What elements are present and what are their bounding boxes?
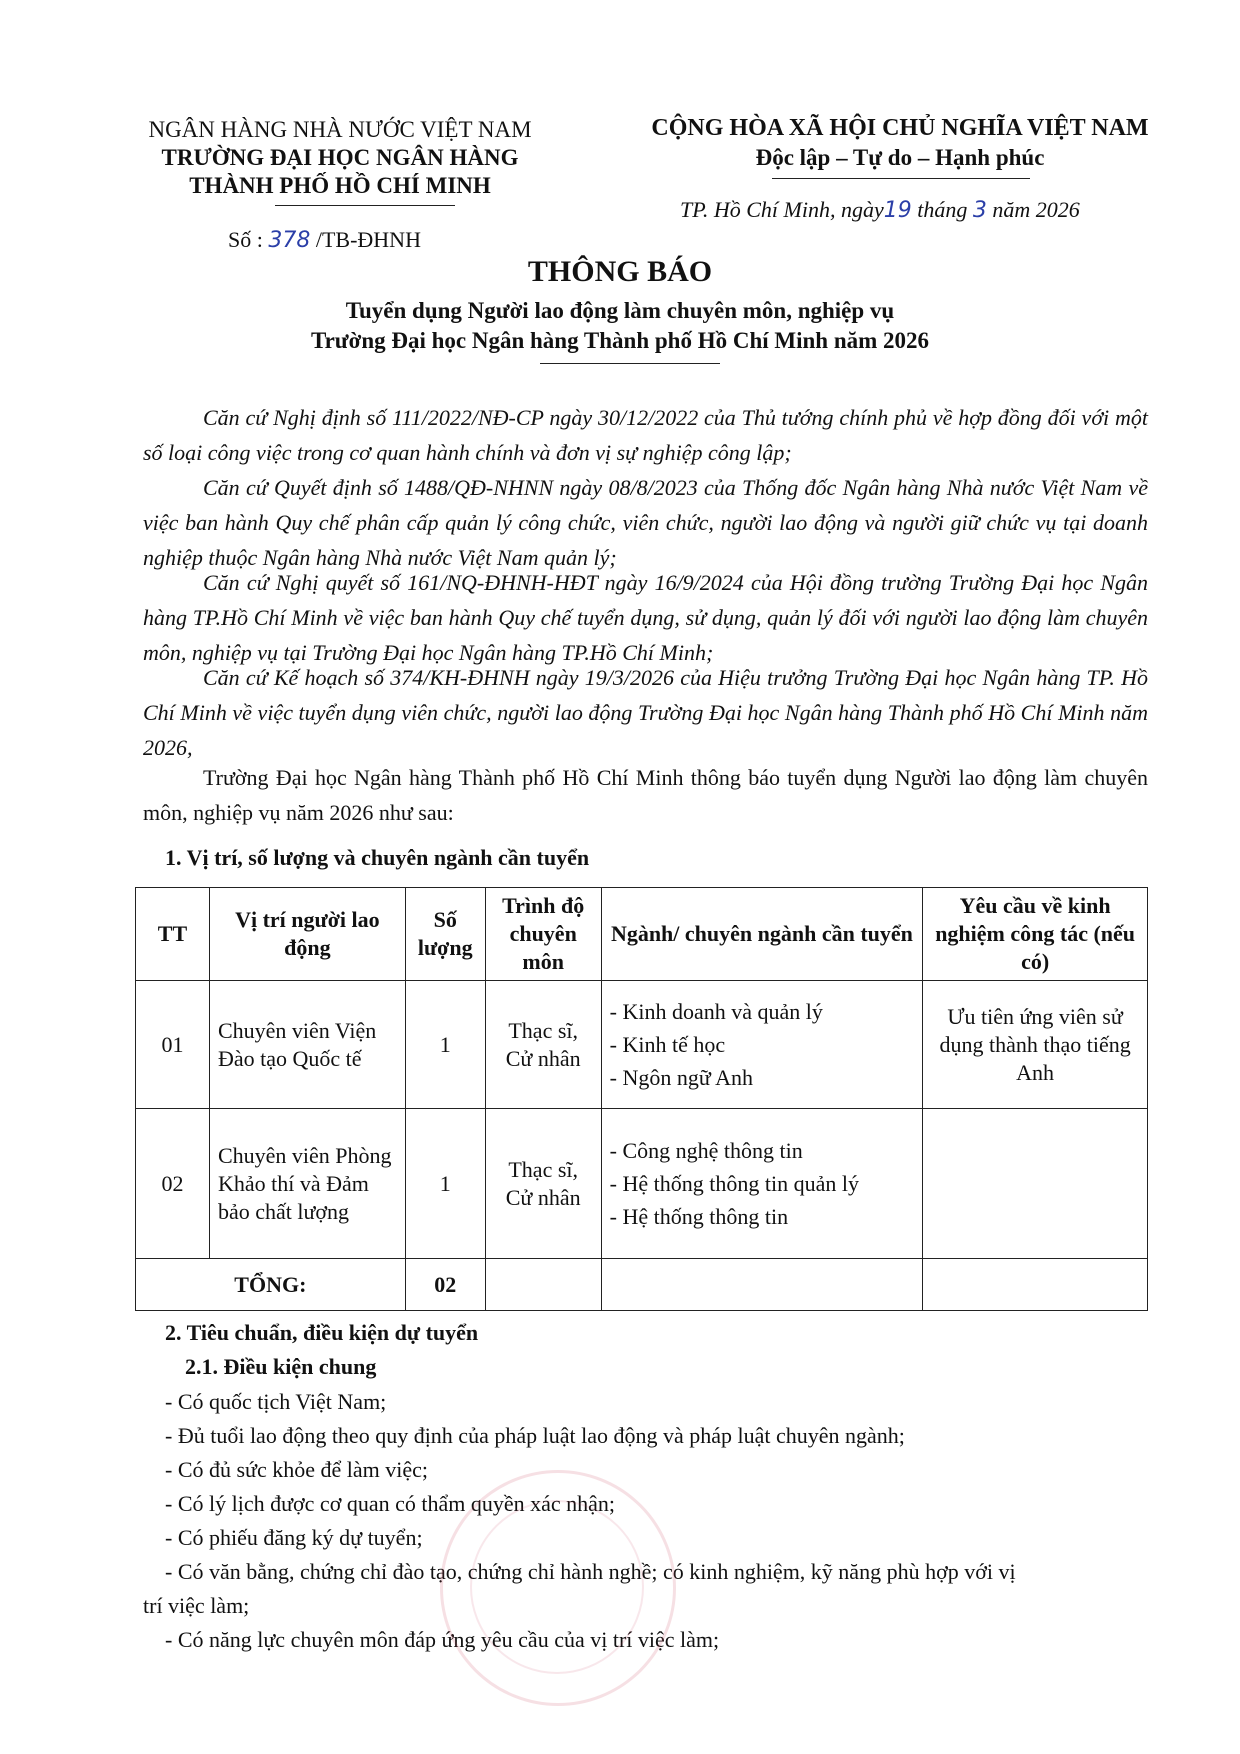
document-subtitle-1: Tuyển dụng Người lao động làm chuyên môn, nghiệp vụ <box>345 298 895 323</box>
col-header-position: Vị trí người lao động <box>209 888 405 981</box>
table-header-row <box>136 888 1148 981</box>
positions-table <box>135 887 1148 1311</box>
table-row <box>136 1109 1148 1259</box>
list-item: - Có đủ sức khỏe để làm việc; <box>165 1457 429 1482</box>
preamble-paragraph: Căn cứ Nghị định số 111/2022/NĐ-CP ngày 30/12/2022 của Thủ tướng chính phủ về hợp đồng đối với một số loại công việc trong cơ quan hành chính và đơn vị sự nghiệp công lập; <box>143 405 1148 465</box>
empty-cell <box>485 1259 601 1311</box>
cell-quantity: 1 <box>405 1109 485 1259</box>
major-item: - Công nghệ thông tin <box>610 1134 915 1167</box>
list-item: - Có văn bằng, chứng chỉ đào tạo, chứng chỉ hành nghề; có kinh nghiệm, kỹ năng phù hợp với vị <box>165 1559 1016 1584</box>
faint-seal-stamp-inner <box>470 1500 644 1674</box>
nation-motto: Độc lập – Tự do – Hạnh phúc <box>755 145 1045 170</box>
date-month-handwritten: 3 <box>972 198 987 223</box>
doc-no-label: Số : <box>228 227 263 252</box>
section-2-heading: 2. Tiêu chuẩn, điều kiện dự tuyển <box>165 1320 479 1345</box>
document-number <box>228 227 421 253</box>
major-item: - Kinh tế học <box>610 1028 915 1061</box>
org-line-1: NGÂN HÀNG NHÀ NƯỚC VIỆT NAM <box>148 117 532 142</box>
col-header-level: Trình độ chuyên môn <box>485 888 601 981</box>
cell-experience <box>923 1109 1148 1259</box>
preamble-paragraph: Căn cứ Quyết định số 1488/QĐ-NHNN ngày 08/8/2023 của Thống đốc Ngân hàng Nhà nước Việt Nam về việc ban hành Quy chế phân cấp quản lý công chức, viên chức, người lao động và người giữ chức vụ tại doanh nghiệp thuộc Ngân hàng Nhà nước Việt Nam quản lý; <box>143 475 1148 570</box>
list-item: - Có phiếu đăng ký dự tuyển; <box>165 1525 423 1550</box>
doc-no-suffix: /TB-ĐHNH <box>315 227 421 252</box>
col-header-experience: Yêu cầu về kinh nghiệm công tác (nếu có) <box>923 888 1148 981</box>
cell-quantity: 1 <box>405 981 485 1109</box>
right-header-rule <box>772 178 1030 179</box>
col-header-tt: TT <box>136 888 210 981</box>
date-prefix: TP. Hồ Chí Minh, ngày <box>680 197 884 222</box>
table-total-row <box>136 1259 1148 1311</box>
date-day-handwritten: 19 <box>883 198 912 223</box>
cell-tt: 02 <box>136 1109 210 1259</box>
total-label: TỔNG: <box>136 1259 406 1311</box>
org-line-3: THÀNH PHỐ HỒ CHÍ MINH <box>189 173 491 198</box>
left-header-rule <box>275 205 455 206</box>
document-title: THÔNG BÁO <box>527 255 713 288</box>
org-line-2: TRƯỜNG ĐẠI HỌC NGÂN HÀNG <box>161 145 519 170</box>
doc-no-handwritten: 378 <box>268 228 311 253</box>
cell-majors <box>601 1109 923 1259</box>
major-item: - Ngôn ngữ Anh <box>610 1061 915 1094</box>
list-item: - Có lý lịch được cơ quan có thẩm quyền xác nhận; <box>165 1491 616 1516</box>
cell-level: Thạc sĩ, Cử nhân <box>485 981 601 1109</box>
section-1-heading: 1. Vị trí, số lượng và chuyên ngành cần tuyển <box>165 845 590 870</box>
cell-experience: Ưu tiên ứng viên sử dụng thành thạo tiếng Anh <box>923 981 1148 1109</box>
list-item: - Có quốc tịch Việt Nam; <box>165 1389 387 1414</box>
preamble-paragraph: Căn cứ Nghị quyết số 161/NQ-ĐHNH-HĐT ngày 16/9/2024 của Hội đồng trường Trường Đại học Ngân hàng TP.Hồ Chí Minh về việc ban hành Quy chế tuyển dụng, sử dụng, quản lý đối với người lao động làm chuyên môn, nghiệp vụ tại Trường Đại học Ngân hàng TP.Hồ Chí Minh; <box>143 570 1148 665</box>
date-line <box>680 197 1150 223</box>
date-year-label: năm 2026 <box>992 197 1080 222</box>
col-header-quantity: Số lượng <box>405 888 485 981</box>
intro-paragraph: Trường Đại học Ngân hàng Thành phố Hồ Chí Minh thông báo tuyển dụng Người lao động làm chuyên môn, nghiệp vụ năm 2026 như sau: <box>143 765 1148 825</box>
cell-position: Chuyên viên Phòng Khảo thí và Đảm bảo chất lượng <box>209 1109 405 1259</box>
empty-cell <box>923 1259 1148 1311</box>
col-header-majors: Ngành/ chuyên ngành cần tuyển <box>601 888 923 981</box>
cell-position: Chuyên viên Viện Đào tạo Quốc tế <box>209 981 405 1109</box>
total-value: 02 <box>405 1259 485 1311</box>
list-item: - Đủ tuổi lao động theo quy định của pháp luật lao động và pháp luật chuyên ngành; <box>165 1423 905 1448</box>
major-item: - Hệ thống thông tin <box>610 1200 915 1233</box>
section-2-1-heading: 2.1. Điều kiện chung <box>185 1354 377 1379</box>
list-item-continuation: trí việc làm; <box>143 1593 250 1618</box>
cell-majors <box>601 981 923 1109</box>
major-item: - Hệ thống thông tin quản lý <box>610 1167 915 1200</box>
table-row <box>136 981 1148 1109</box>
document-subtitle-2: Trường Đại học Ngân hàng Thành phố Hồ Chí Minh năm 2026 <box>310 328 930 353</box>
cell-tt: 01 <box>136 981 210 1109</box>
cell-level: Thạc sĩ, Cử nhân <box>485 1109 601 1259</box>
nation-line-1: CỘNG HÒA XÃ HỘI CHỦ NGHĨA VIỆT NAM <box>651 115 1149 141</box>
list-item: - Có năng lực chuyên môn đáp ứng yêu cầu của vị trí việc làm; <box>165 1627 720 1652</box>
date-month-label: tháng <box>917 197 968 222</box>
title-rule <box>540 363 720 364</box>
empty-cell <box>601 1259 923 1311</box>
major-item: - Kinh doanh và quản lý <box>610 995 915 1028</box>
preamble-paragraph: Căn cứ Kế hoạch số 374/KH-ĐHNH ngày 19/3/2026 của Hiệu trưởng Trường Đại học Ngân hàng TP. Hồ Chí Minh về việc tuyển dụng viên chức, người lao động Trường Đại học Ngân hàng Thành phố Hồ Chí Minh năm 2026, <box>143 665 1148 760</box>
